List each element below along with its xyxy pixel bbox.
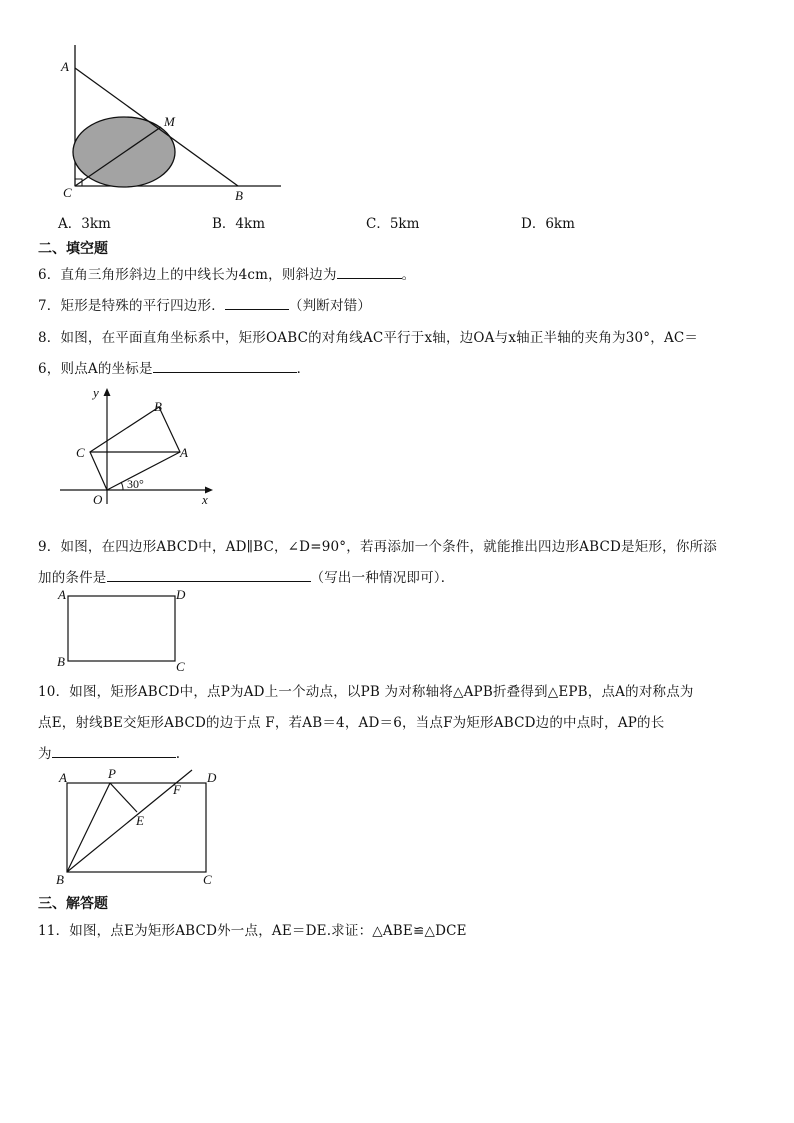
label-c: C — [176, 659, 185, 674]
angle-arc — [121, 482, 123, 490]
label-o: O — [93, 492, 103, 507]
label-c: C — [203, 872, 212, 887]
segment-pe — [110, 783, 137, 812]
label-e: E — [136, 813, 144, 828]
option-b: B．4km — [212, 216, 265, 232]
label-y: y — [93, 385, 99, 400]
figure-coordinate-plane — [55, 382, 225, 510]
label-d: D — [176, 587, 186, 602]
answer-blank[interactable] — [107, 568, 311, 582]
label-p: P — [108, 766, 116, 781]
option-a: A．3km — [58, 216, 111, 232]
figure-folded-rectangle — [52, 762, 230, 887]
question-9-line1: 9．如图，在四边形ABCD中，AD∥BC，∠D=90°，若再添加一个条件，就能推出四边形ABCD是矩形，你所添 — [38, 539, 717, 555]
label-a: A — [58, 587, 66, 602]
label-a: A — [61, 59, 69, 74]
label-c: C — [76, 445, 85, 460]
label-m: M — [164, 114, 175, 129]
figure-rectangle-abcd — [52, 585, 197, 675]
label-x: x — [202, 492, 208, 507]
answer-blank[interactable] — [225, 296, 289, 310]
section-title-answer: 三、解答题 — [38, 896, 108, 912]
label-d: D — [207, 770, 217, 785]
label-f: F — [173, 782, 181, 797]
rectangle-abcd — [68, 596, 175, 661]
question-10-line2: 点E，射线BE交矩形ABCD的边于点 F，若AB＝4，AD＝6，当点F为矩形ABCD边的中点时，AP的长 — [38, 715, 665, 731]
answer-blank[interactable] — [337, 265, 402, 279]
label-b: B — [235, 188, 243, 203]
section-title-fill-in: 二、填空题 — [38, 241, 108, 257]
answer-blank[interactable] — [153, 359, 297, 373]
label-b: B — [56, 872, 64, 887]
question-6: 6．直角三角形斜边上的中线长为4cm，则斜边为 。 — [38, 267, 416, 283]
label-angle-30: 30° — [127, 477, 144, 491]
option-d: D．6km — [521, 216, 575, 232]
question-7: 7．矩形是特殊的平行四边形． （判断对错） — [38, 298, 372, 314]
label-b: B — [57, 654, 65, 669]
y-axis-arrow — [104, 388, 111, 396]
figure-triangle-ellipse — [55, 40, 295, 205]
option-c: C．5km — [366, 216, 420, 232]
label-a: A — [59, 770, 67, 785]
segment-bp — [67, 783, 110, 872]
label-b: B — [154, 399, 162, 414]
question-10-line3: 为 . — [38, 746, 181, 762]
question-8-line2: 6，则点A的坐标是 ． — [38, 361, 311, 377]
question-9-line2: 加的条件是 （写出一种情况即可）． — [38, 570, 455, 586]
label-c: C — [63, 185, 72, 200]
answer-blank[interactable] — [52, 744, 176, 758]
label-a: A — [180, 445, 188, 460]
question-11: 11．如图，点E为矩形ABCD外一点，AE＝DE.求证：△ABE≌△DCE — [38, 923, 467, 939]
question-8-line1: 8．如图，在平面直角坐标系中，矩形OABC的对角线AC平行于x轴，边OA与x轴正半轴的夹角为30°，AC＝ — [38, 330, 699, 346]
question-10-line1: 10．如图，矩形ABCD中，点P为AD上一个动点，以PB 为对称轴将△APB折叠得到△EPB，点A的对称点为 — [38, 684, 694, 700]
